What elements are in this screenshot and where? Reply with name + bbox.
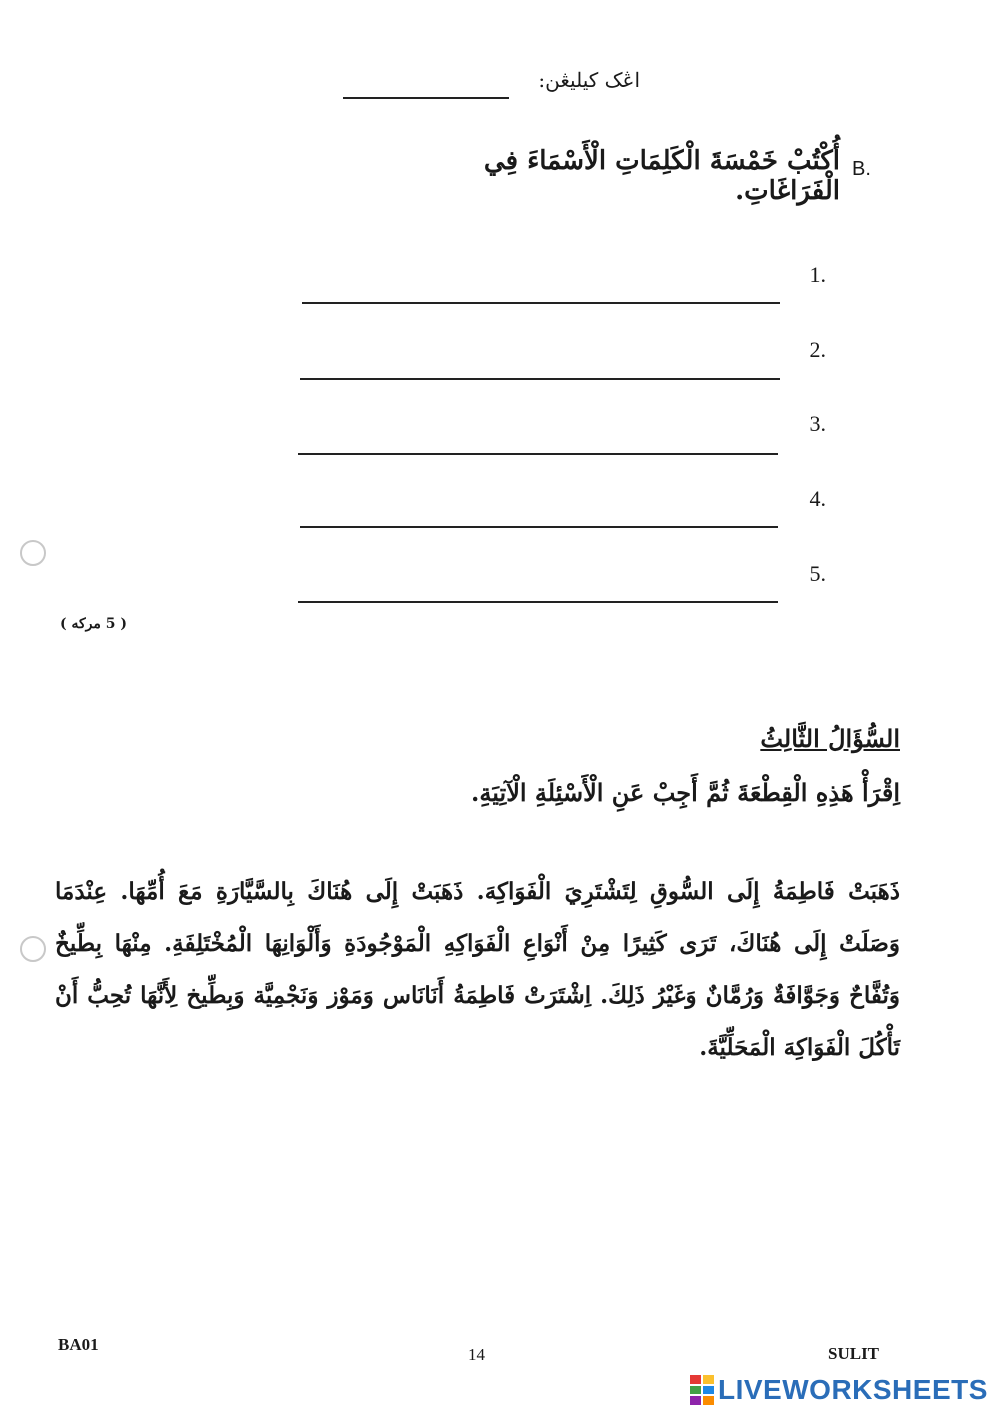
blank-number-5: 5. [809, 561, 826, 586]
footer-classification: SULIT [828, 1344, 880, 1363]
blank-number-3: 3. [809, 411, 826, 436]
liveworksheets-mark-icon [690, 1375, 714, 1405]
punch-hole-icon [20, 936, 46, 962]
answer-line-4[interactable] [300, 526, 778, 528]
section-b-letter: B. [852, 158, 871, 180]
question-3-title: السُّؤَالُ الثَّالِثُ [760, 724, 900, 753]
blank-number-1: 1. [809, 262, 826, 287]
reading-passage: ذَهَبَتْ فَاطِمَةُ إِلَى السُّوقِ لِتَشْتَرِيَ الْفَوَاكِهَ. ذَهَبَتْ إِلَى هُنَاكَ بِالسَّيَّارَةِ مَعَ أُمِّهَا. عِنْدَمَا وَصَلَتْ إِلَى هُنَاكَ، تَرَى كَثِيرًا مِنْ أَنْوَاعِ الْفَوَاكِهِ الْمَوْجُودَةِ وَأَلْوَانِهَا الْمُخْتَلِفَةِ. مِنْهَا بِطِّيخٌ وَتُفَّاحٌ وَجَوَّافَةٌ وَرُمَّانٌ وَغَيْرُ ذَلِكَ. اِشْتَرَتْ فَاطِمَةُ أَنَانَاس وَمَوْز وَنَجْمِيَّة وَبِطِّيخ لِأَنَّهَا تُحِبُّ أَنْ تَأْكُلَ الْفَوَاكِهَ الْمَحَلِّيَّةَ. [55, 878, 900, 1061]
liveworksheets-wordmark: LIVEWORKSHEETS [718, 1374, 988, 1405]
answer-line-3[interactable] [298, 453, 778, 455]
answer-line-1[interactable] [302, 302, 780, 304]
name-label: اڠک کيليڠن: [538, 68, 640, 92]
answer-line-5[interactable] [298, 601, 778, 603]
page-number: 14 [468, 1345, 485, 1364]
blank-number-4: 4. [809, 486, 826, 511]
liveworksheets-logo [690, 1372, 988, 1408]
answer-line-2[interactable] [300, 378, 780, 380]
name-input-line[interactable] [343, 97, 509, 99]
section-b-instruction: أُكْتُبْ خَمْسَةَ الْكَلِمَاتِ الْأَسْمَاءَ فِي الْفَرَاغَاتِ. [483, 146, 840, 206]
blank-number-2: 2. [809, 337, 826, 362]
marks-label: ( 5 مركه ) [60, 616, 128, 632]
question-3-instruction: اِقْرَأْ هَذِهِ الْقِطْعَةَ ثُمَّ أَجِبْ عَنِ الْأَسْئِلَةِ الْآتِيَةِ. [471, 778, 900, 807]
footer-paper-code: BA01 [58, 1335, 99, 1354]
punch-hole-icon [20, 540, 46, 566]
